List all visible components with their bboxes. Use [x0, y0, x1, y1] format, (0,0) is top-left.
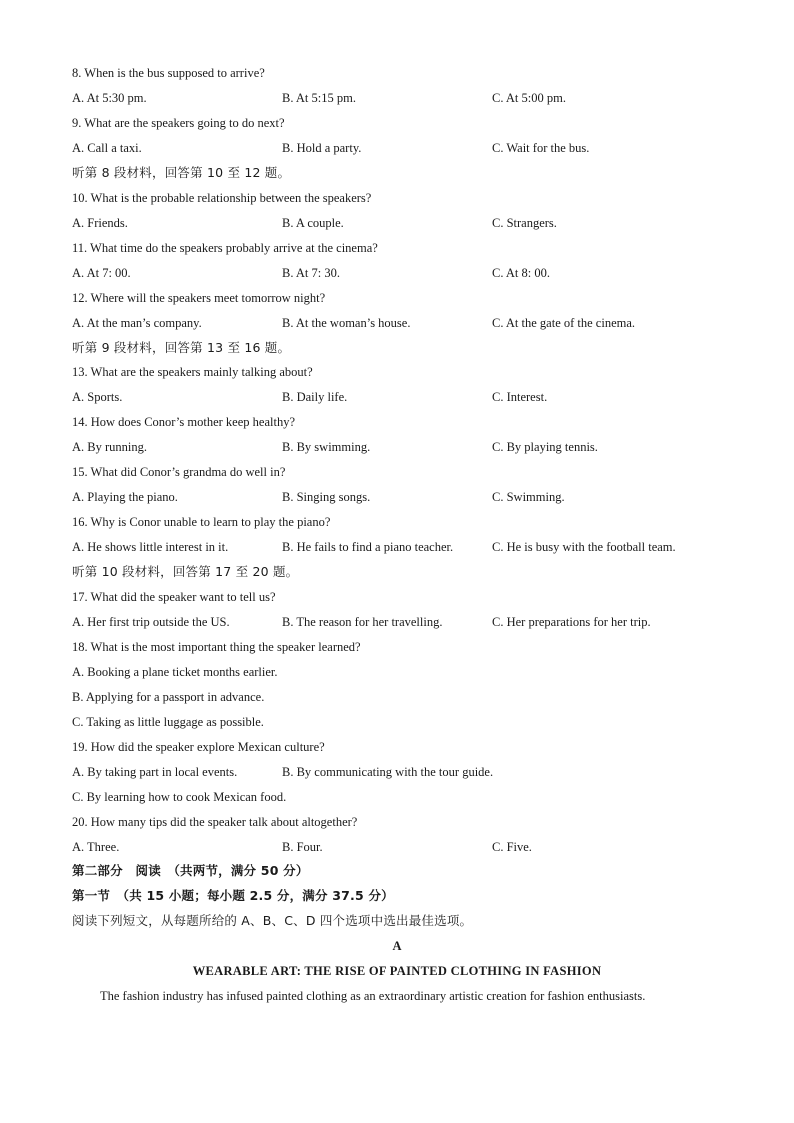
option-c: C. At the gate of the cinema.: [492, 316, 636, 330]
option-c: C. Wait for the bus.: [492, 141, 590, 155]
part2-heading: 第二部分 阅读 （共两节，满分 50 分）: [72, 863, 309, 878]
option-a: A. At 5:30 pm.: [72, 91, 147, 105]
option-b: B. He fails to find a piano teacher.: [282, 540, 454, 554]
option-a: A. At the man’s company.: [72, 316, 202, 330]
options-9: [72, 140, 752, 156]
question-20: 20. How many tips did the speaker talk about altogether?: [72, 815, 358, 829]
instruction-seg9: 听第 9 段材料，回答第 13 至 16 题。: [72, 340, 291, 355]
options-17: [72, 614, 752, 630]
option-b: B. By swimming.: [282, 440, 371, 454]
option-a: A. Her first trip outside the US.: [72, 615, 230, 629]
option-a: A. Playing the piano.: [72, 490, 178, 504]
option-a: A. By taking part in local events.: [72, 765, 238, 779]
options-14: [72, 439, 752, 455]
options-8: [72, 90, 752, 106]
option-c: C. By playing tennis.: [492, 440, 598, 454]
option-c: C. Interest.: [492, 390, 548, 404]
option-b: B. Hold a party.: [282, 141, 362, 155]
question-14: 14. How does Conor’s mother keep healthy?: [72, 415, 295, 429]
question-16: 16. Why is Conor unable to learn to play the piano?: [72, 515, 331, 529]
option-b: B. Singing songs.: [282, 490, 371, 504]
options-12: [72, 315, 752, 331]
question-9: 9. What are the speakers going to do next?: [72, 116, 285, 130]
option-b: B. Four.: [282, 840, 323, 854]
question-8: 8. When is the bus supposed to arrive?: [72, 66, 265, 80]
option-a: A. By running.: [72, 440, 147, 454]
option-c: C. Her preparations for her trip.: [492, 615, 651, 629]
question-10: 10. What is the probable relationship between the speakers?: [72, 191, 372, 205]
instruction-seg8: 听第 8 段材料，回答第 10 至 12 题。: [72, 165, 291, 180]
reading-direction: 阅读下列短文，从每题所给的 A、B、C、D 四个选项中选出最佳选项。: [72, 913, 473, 928]
option-c: C. By learning how to cook Mexican food.: [72, 790, 287, 804]
options-15: [72, 489, 752, 505]
option-a: A. Friends.: [72, 216, 128, 230]
option-c: C. At 8: 00.: [492, 266, 550, 280]
options-19: [72, 764, 752, 780]
passage-first-line: The fashion industry has infused painted clothing as an extraordinary artistic creation for fashion enthusiasts.: [100, 989, 646, 1003]
option-a: A. He shows little interest in it.: [72, 540, 229, 554]
option-a: A. Three.: [72, 840, 120, 854]
question-19: 19. How did the speaker explore Mexican culture?: [72, 740, 325, 754]
option-b: B. Daily life.: [282, 390, 348, 404]
option-b: B. A couple.: [282, 216, 344, 230]
option-b: B. At 7: 30.: [282, 266, 340, 280]
option-a: A. Booking a plane ticket months earlier.: [72, 665, 278, 679]
options-16: [72, 539, 752, 555]
option-b: B. By communicating with the tour guide.: [282, 765, 494, 779]
options-20: [72, 839, 752, 855]
option-b: B. At 5:15 pm.: [282, 91, 356, 105]
options-11: [72, 265, 752, 281]
option-c: C. Swimming.: [492, 490, 565, 504]
question-18: 18. What is the most important thing the speaker learned?: [72, 640, 361, 654]
question-17: 17. What did the speaker want to tell us?: [72, 590, 276, 604]
option-a: A. Sports.: [72, 390, 123, 404]
option-c: C. Five.: [492, 840, 532, 854]
option-a: A. At 7: 00.: [72, 266, 131, 280]
options-13: [72, 389, 752, 405]
option-b: B. Applying for a passport in advance.: [72, 690, 265, 704]
option-b: B. The reason for her travelling.: [282, 615, 443, 629]
question-12: 12. Where will the speakers meet tomorrow night?: [72, 291, 326, 305]
passage-title: WEARABLE ART: THE RISE OF PAINTED CLOTHING IN FASHION: [192, 964, 602, 978]
option-c: C. He is busy with the football team.: [492, 540, 676, 554]
question-13: 13. What are the speakers mainly talking about?: [72, 365, 313, 379]
option-c: C. Taking as little luggage as possible.: [72, 715, 264, 729]
options-10: [72, 215, 752, 231]
question-11: 11. What time do the speakers probably arrive at the cinema?: [72, 241, 378, 255]
question-15: 15. What did Conor’s grandma do well in?: [72, 465, 286, 479]
option-a: A. Call a taxi.: [72, 141, 142, 155]
option-b: B. At the woman’s house.: [282, 316, 411, 330]
instruction-seg10: 听第 10 段材料，回答第 17 至 20 题。: [72, 564, 299, 579]
passage-letter: A: [392, 939, 402, 953]
option-c: C. At 5:00 pm.: [492, 91, 566, 105]
option-c: C. Strangers.: [492, 216, 557, 230]
section1-heading: 第一节 （共 15 小题；每小题 2.5 分，满分 37.5 分）: [72, 888, 394, 903]
